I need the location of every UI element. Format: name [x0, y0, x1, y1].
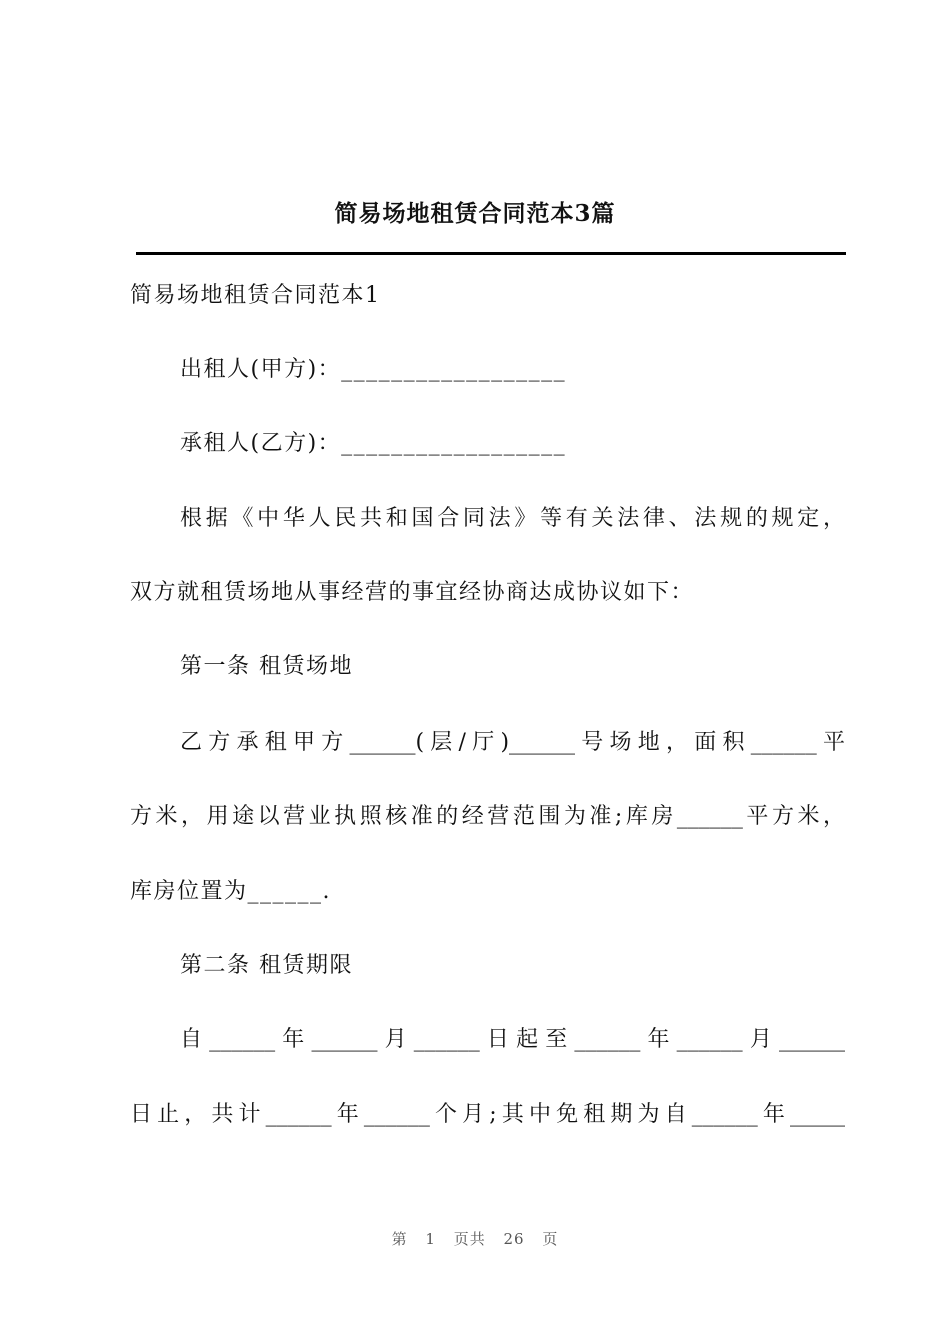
- section-heading: 简易场地租赁合同范本1: [130, 283, 381, 308]
- article-heading: 第一条 租赁场地: [180, 654, 353, 679]
- lessee-line: 承租人(乙方)：__________________: [180, 431, 567, 456]
- paragraph-line: 双方就租赁场地从事经营的事宜经协商达成协议如下：: [130, 580, 695, 605]
- lessor-line: 出租人(甲方)：__________________: [180, 357, 567, 382]
- document-title: 简易场地租赁合同范本3篇: [334, 200, 616, 227]
- paragraph-line: 库房位置为______.: [130, 879, 331, 904]
- paragraph-line: 自______年______月______日起至______年______月______: [180, 1027, 845, 1052]
- paragraph-line: 日止，共计______年______个月;其中免租期为自______年_____: [130, 1102, 845, 1127]
- article-heading: 第二条 租赁期限: [180, 953, 353, 978]
- paragraph-line: 方米，用途以营业执照核准的经营范围为准;库房______平方米，: [130, 804, 845, 829]
- paragraph-line: 乙方承租甲方______(层/厅)______号场地，面积______平: [180, 730, 845, 755]
- page-label-suffix: 页: [542, 1230, 559, 1248]
- total-pages: 26: [503, 1230, 525, 1248]
- page-label-middle: 页共: [453, 1230, 486, 1248]
- page-label-prefix: 第: [391, 1230, 408, 1248]
- paragraph-line: 根据《中华人民共和国合同法》等有关法律、法规的规定，: [180, 506, 845, 531]
- title-divider: [136, 252, 846, 255]
- page-number: 1: [425, 1230, 436, 1248]
- page-footer: [0, 1228, 950, 1249]
